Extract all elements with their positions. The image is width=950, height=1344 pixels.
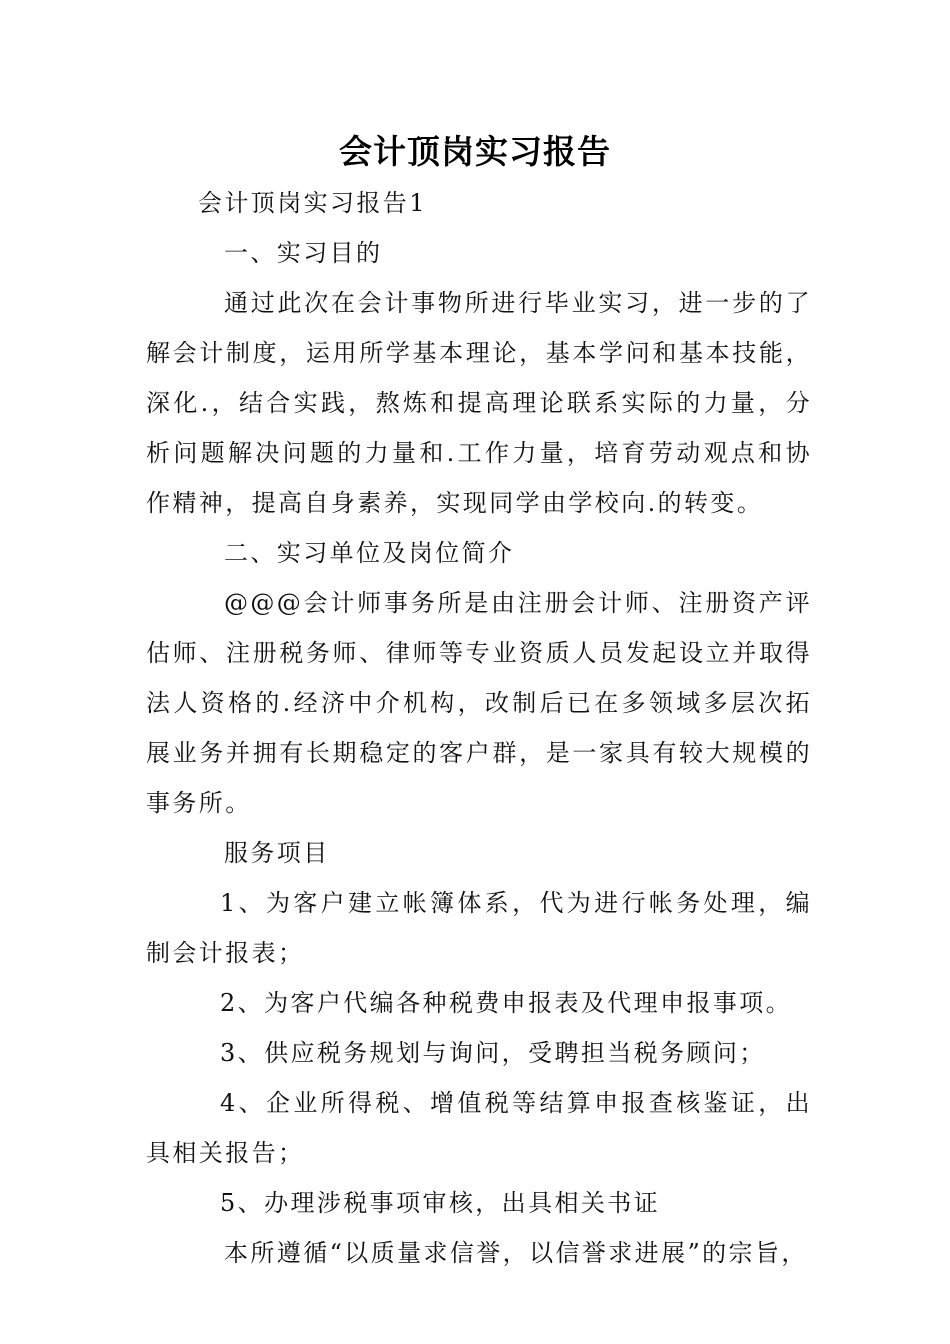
report-subtitle: 会计顶岗实习报告1 <box>198 189 427 217</box>
paragraph-principle: 本所遵循“以质量求信誉，以信誉求进展”的宗旨， <box>224 1239 808 1267</box>
section-heading-services: 服务项目 <box>224 839 330 867</box>
list-item: 1、为客户建立帐簿体系，代为进行帐务处理，编制会计报表； <box>146 889 812 967</box>
document-title: 会计顶岗实习报告 <box>339 132 611 171</box>
list-item: 3、供应税务规划与询问，受聘担当税务顾问； <box>220 1039 766 1067</box>
section-heading-unit: 二、实习单位及岗位简介 <box>224 539 515 567</box>
section-heading-purpose: 一、实习目的 <box>224 239 383 267</box>
list-item: 2、为客户代编各种税费申报表及代理申报事项。 <box>220 989 793 1017</box>
list-item: 4、企业所得税、增值税等结算申报查核鉴证，出具相关报告； <box>146 1089 812 1167</box>
paragraph-purpose: 通过此次在会计事物所进行毕业实习，进一步的了解会计制度，运用所学基本理论，基本学问和基本技能，深化.，结合实践，熬炼和提高理论联系实际的力量，分析问题解决问题的力量和.工作力量，培育劳动观点和协作精神，提高自身素养，实现同学由学校向.的转变。 <box>146 289 812 517</box>
document-body <box>146 178 812 1278</box>
paragraph-unit-intro: @@@会计师事务所是由注册会计师、注册资产评估师、注册税务师、律师等专业资质人员发起设立并取得法人资格的.经济中介机构，改制后已在多领域多层次拓展业务并拥有长期稳定的客户群，是一家具有较大规模的事务所。 <box>146 589 812 817</box>
list-item: 5、办理涉税事项审核，出具相关书证 <box>220 1189 661 1217</box>
